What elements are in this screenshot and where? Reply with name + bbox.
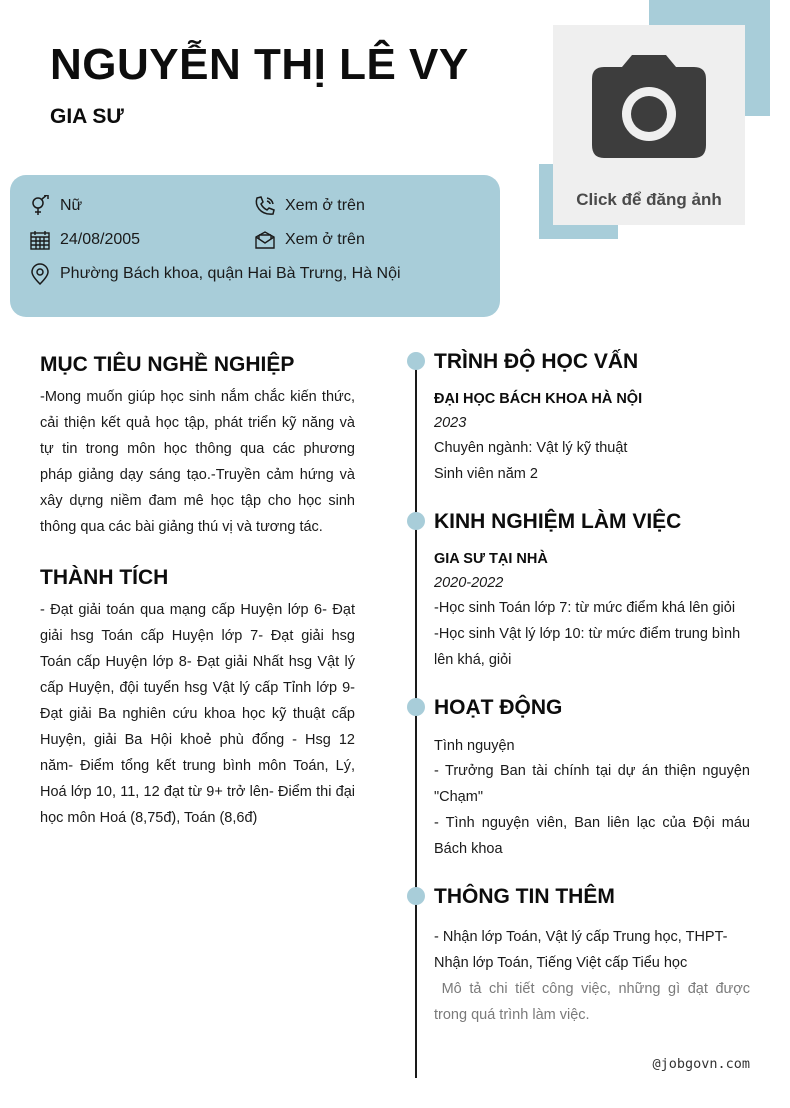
- email-row: [254, 229, 365, 251]
- education-status: Sinh viên năm 2: [434, 466, 538, 482]
- more-info-placeholder[interactable]: Mô tả chi tiết công việc, những gì đạt được trong quá trình làm việc.: [434, 981, 755, 1023]
- education-heading: TRÌNH ĐỘ HỌC VẤN: [434, 350, 639, 373]
- address-value: Phường Bách khoa, quận Hai Bà Trưng, Hà Nội: [60, 265, 401, 282]
- objective-heading: MỤC TIÊU NGHỀ NGHIỆP: [40, 353, 295, 376]
- gender-icon: [29, 195, 51, 217]
- timeline-dot-experience: [407, 512, 425, 530]
- candidate-name: NGUYỄN THỊ LÊ VY: [50, 40, 469, 89]
- contact-panel: [10, 175, 500, 317]
- email-icon: [254, 229, 276, 251]
- address-row: [29, 263, 401, 285]
- email-value: Xem ở trên: [285, 231, 365, 248]
- activities-line-2: - Trưởng Ban tài chính tại dự án thiện nguyện "Chạm": [434, 763, 750, 805]
- timeline-dot-activities: [407, 698, 425, 716]
- job-title: GIA SƯ: [50, 105, 124, 128]
- camera-icon: [592, 55, 706, 159]
- birthday-row: [29, 229, 140, 251]
- phone-row: [254, 195, 365, 217]
- more-info-heading: THÔNG TIN THÊM: [434, 885, 615, 908]
- experience-heading: KINH NGHIỆM LÀM VIỆC: [434, 510, 682, 533]
- birthday-value: 24/08/2005: [60, 231, 141, 248]
- experience-position: GIA SƯ TẠI NHÀ: [434, 551, 548, 567]
- gender-row: [29, 195, 82, 217]
- calendar-icon: [29, 229, 51, 251]
- achievements-text: - Đạt giải toán qua mạng cấp Huyện lớp 6- Đạt giải hsg Toán cấp Huyện lớp 7- Đạt giải hsg Toán cấp Huyện lớp 8- Đạt giải Nhất hsg Vật lý cấp Huyện, đội tuyển hsg Vật lý cấp Tỉnh lớp 9- Đạt giải Ba nghiên cứu khoa học kỹ thuật cấp Huyện, giải Ba Hội khoẻ phù đổng - Hsg 12 năm- Điểm tổng kết trung bình môn Toán, Lý, Hoá lớp 10, 11, 12 đạt từ 9+ trở lên- Điểm thi đại học môn Hoá (8,75đ), Toán (8,6đ): [40, 602, 355, 826]
- education-school: ĐẠI HỌC BÁCH KHOA HÀ NỘI: [434, 391, 643, 407]
- experience-period: 2020-2022: [434, 575, 504, 591]
- education-major: Chuyên ngành: Vật lý kỹ thuật: [434, 440, 628, 456]
- objective-text: -Mong muốn giúp học sinh nắm chắc kiến thức, cải thiện kết quả học tập, phát triển kỹ năng và tự tin trong môn học thông qua các phương pháp giảng dạy sáng tạo.-Truyền cảm hứng và xây dựng niềm đam mê học tập cho học sinh thông qua các bài giảng thú vị và tương tác.: [40, 389, 355, 535]
- watermark: @jobgovn.com: [652, 1056, 750, 1072]
- education-year: 2023: [434, 415, 467, 431]
- more-info-text: - Nhận lớp Toán, Vật lý cấp Trung học, THPT- Nhận lớp Toán, Tiếng Việt cấp Tiểu học: [434, 929, 728, 971]
- experience-detail-2: -Học sinh Vật lý lớp 10: từ mức điểm trung bình lên khá, giỏi: [434, 626, 741, 668]
- gender-value: Nữ: [60, 197, 83, 214]
- phone-value: Xem ở trên: [285, 197, 365, 214]
- photo-upload-label: Click để đăng ảnh: [576, 190, 722, 209]
- phone-icon: [254, 195, 276, 217]
- activities-heading: HOẠT ĐỘNG: [434, 696, 563, 719]
- experience-detail-1: -Học sinh Toán lớp 7: từ mức điểm khá lên giỏi: [434, 600, 736, 616]
- timeline-dot-education: [407, 352, 425, 370]
- activities-line-1: Tình nguyện: [434, 738, 515, 754]
- activities-line-3: - Tình nguyện viên, Ban liên lạc của Đội máu Bách khoa: [434, 815, 750, 857]
- timeline-line: [415, 355, 417, 1078]
- location-pin-icon: [29, 263, 51, 285]
- achievements-heading: THÀNH TÍCH: [40, 566, 169, 589]
- timeline-dot-more-info: [407, 887, 425, 905]
- photo-upload[interactable]: [553, 25, 745, 225]
